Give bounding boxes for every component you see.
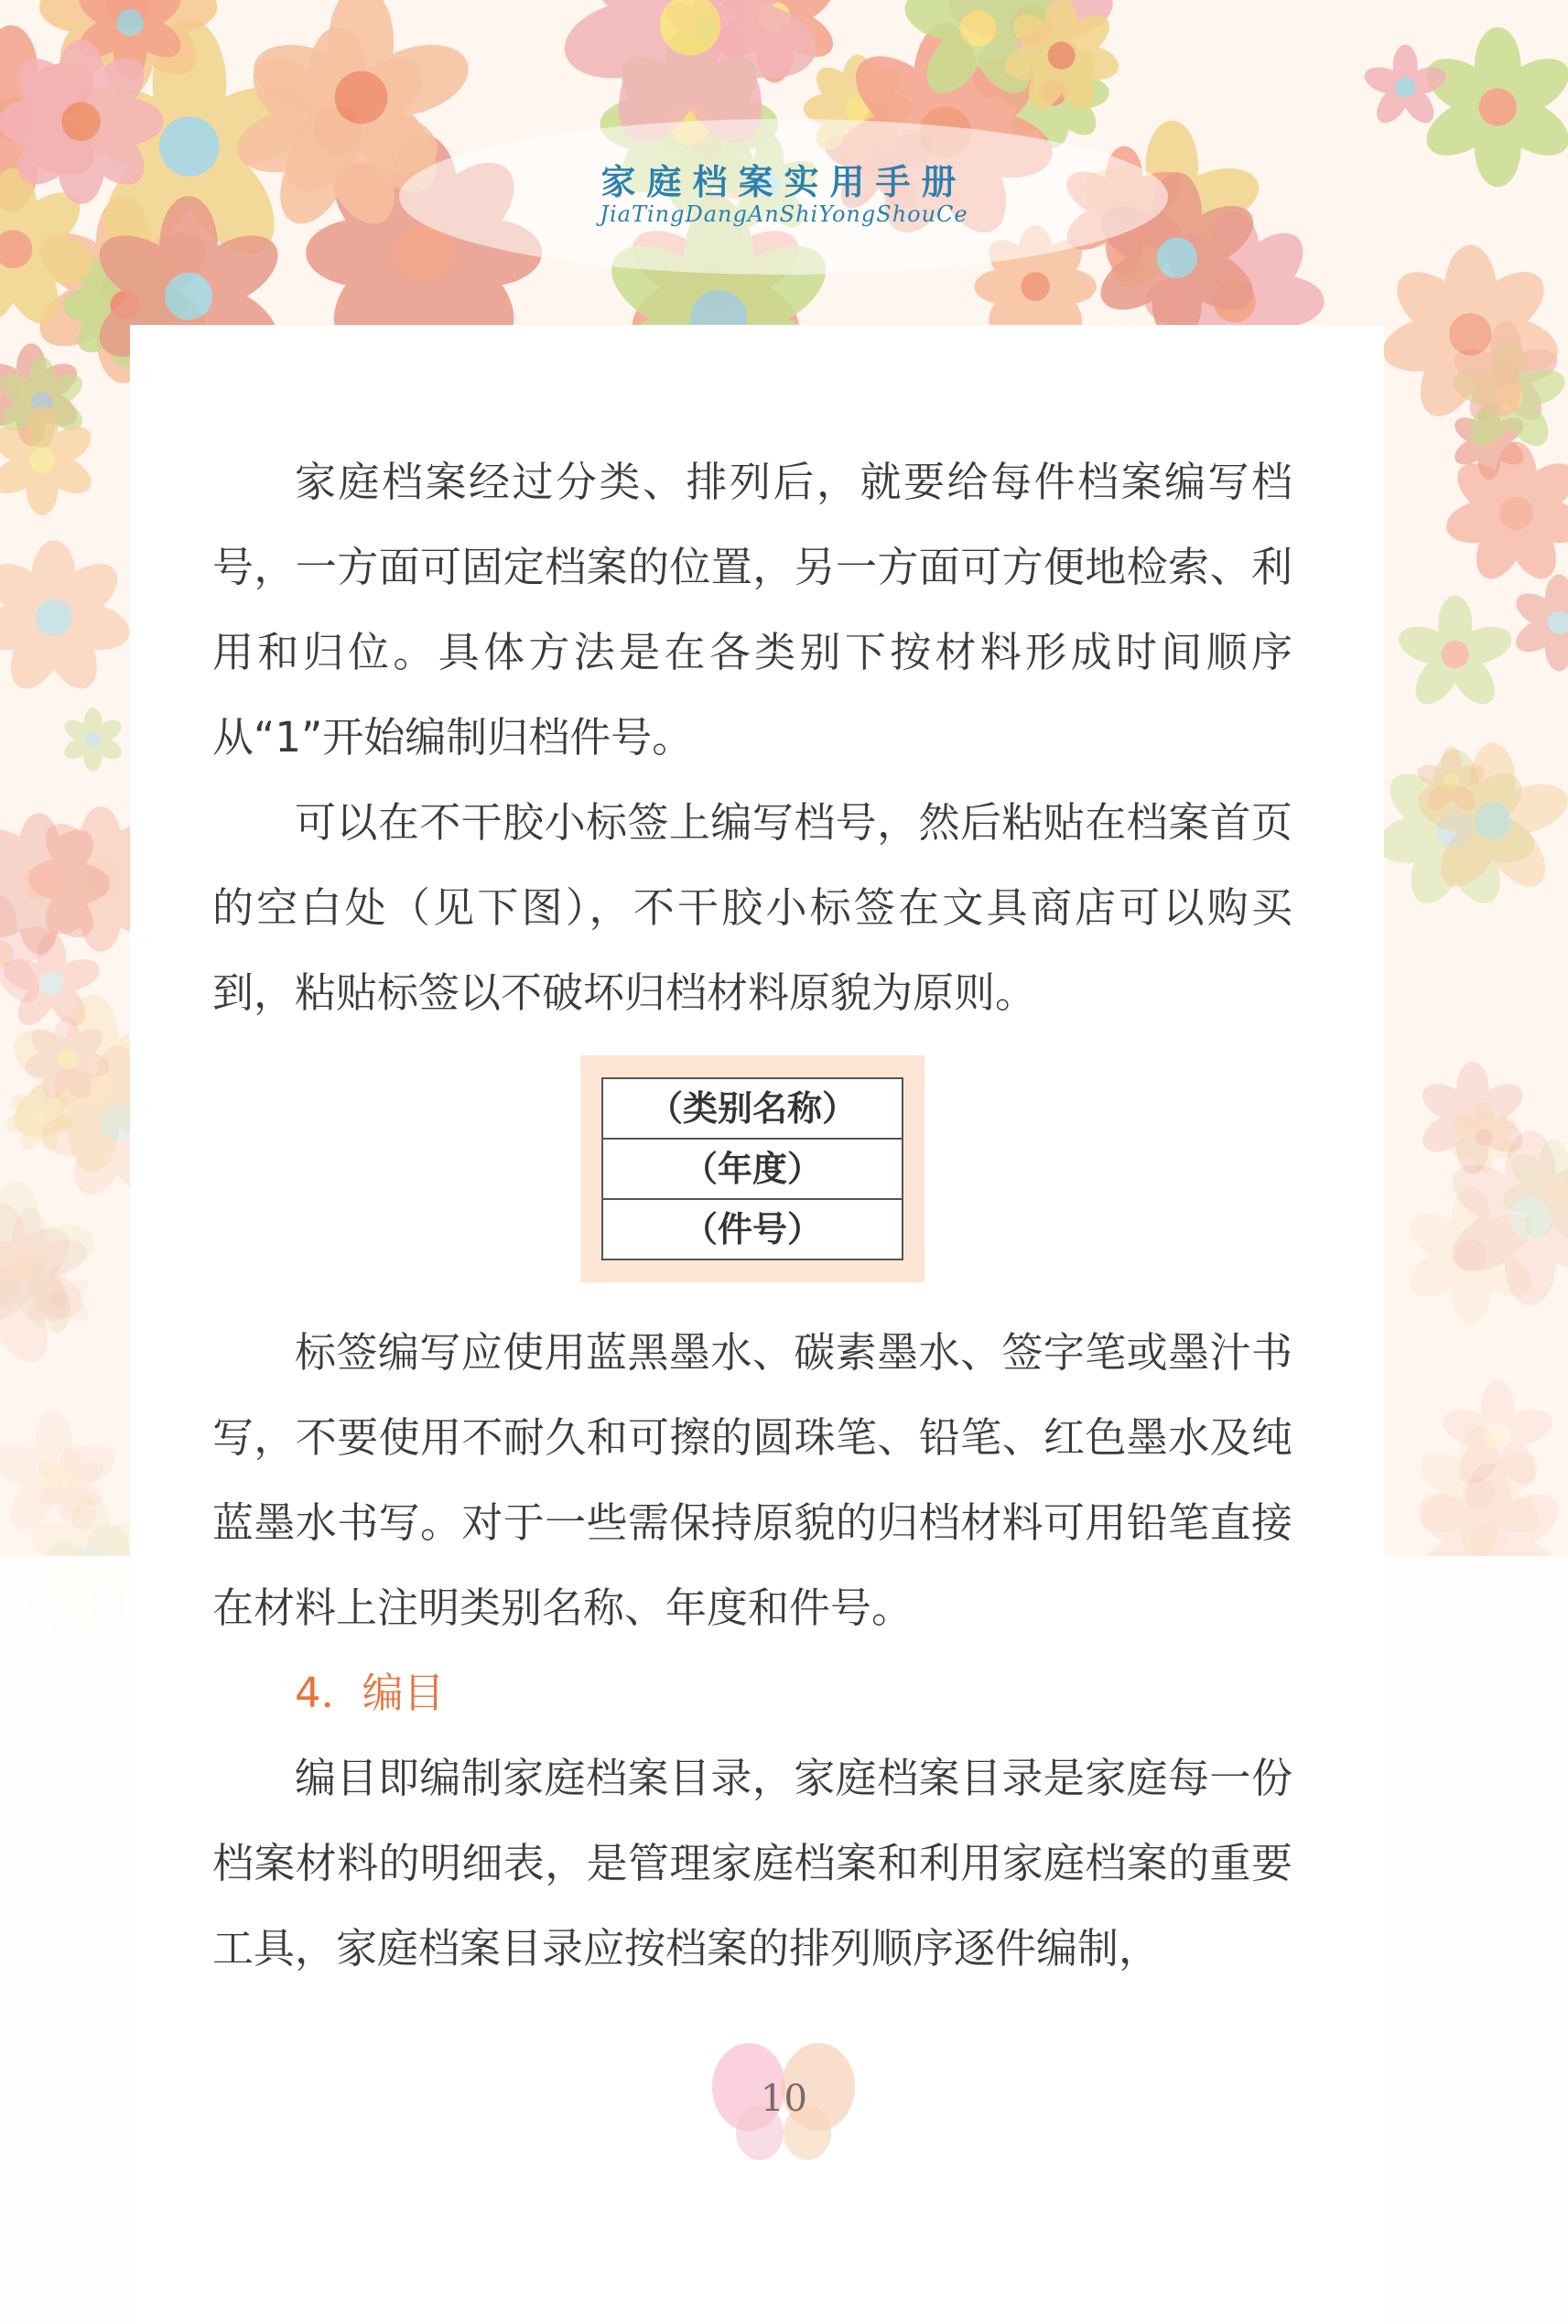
label-cell-category: （类别名称） [602,1078,903,1139]
label-row [602,1078,903,1139]
paragraph-1: 家庭档案经过分类、排列后，就要给每件档案编写档号，一方面可固定档案的位置，另一方面可方便地检索、利用和归位。具体方法是在各类别下按材料形成时间顺序从“1”开始编制归档件号。 [212,458,1292,762]
label-cell-year: （年度） [602,1139,903,1199]
header-title: 家庭档案实用手册 [600,161,968,202]
paragraph-3: 标签编写应使用蓝黑墨水、碳素墨水、签字笔或墨汁书写，不要使用不耐久和可擦的圆珠笔、铅笔、红色墨水及纯蓝墨水书写。对于一些需保持原貌的归档材料可用铅笔直接在材料上注明类别名称、年度和件号。 [212,1328,1292,1632]
header-subtitle: JiaTingDangAnShiYongShouCe [600,201,968,227]
paragraph-2: 可以在不干胶小标签上编写档号，然后粘贴在档案首页的空白处（见下图），不干胶小标签在文具商店可以购买到，粘贴标签以不破坏归档材料原貌为原则。 [212,798,1292,1017]
page-content [212,439,1292,1991]
label-row [602,1139,903,1199]
label-table [601,1077,903,1260]
label-row [602,1199,903,1259]
label-figure [580,1055,925,1282]
label-cell-number: （件号） [602,1199,903,1259]
section-heading: 4．编目 [295,1669,445,1717]
paragraph-4: 编目即编制家庭档案目录，家庭档案目录是家庭每一份档案材料的明细表，是管理家庭档案和利用家庭档案的重要工具，家庭档案目录应按档案的排列顺序逐件编制， [212,1754,1292,1973]
page-number: 10 [761,2078,807,2120]
